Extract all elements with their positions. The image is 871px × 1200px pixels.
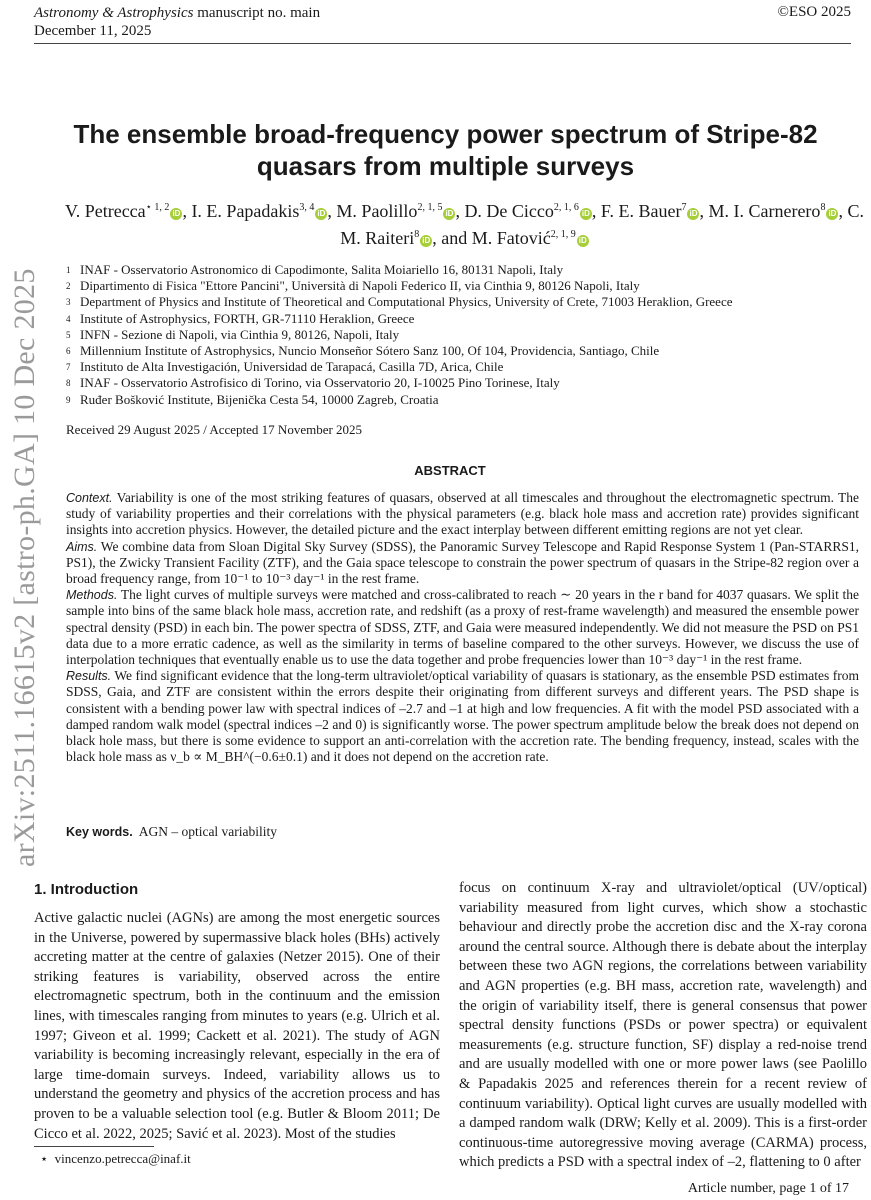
body-column-left: Active galactic nuclei (AGNs) are among the most energetic sources in the Universe, powered by supermassive black holes (BHs) actively accreting matter at the centre of galaxies (Netzer 2015). One of their striking features is variability, observed across the entire electromagnetic spectrum, both in the continuum and the emission lines, with timescales ranging from minutes to years (e.g. Ulrich et al. 1997; Giveon et al. 1999; Cackett et al. 2021). The study of AGN variability is becoming increasingly relevant, especially in the era of large time-domain surveys. Indeed, variability allows us to understand the geometry and physics of the accretion process and has proven to be a valuable selection tool (e.g. Butler & Bloom 2011; De Cicco et al. 2022, 2025; Savić et al. 2023). Most of the studies — [34, 910, 440, 1142]
author: M. I. Carnerero$^8$iD — [708, 201, 837, 221]
manuscript-no: manuscript no. main — [197, 5, 321, 21]
footnote-rule — [34, 1146, 154, 1147]
affiliation: 7 Instituto de Alta Investigación, Universidad de Tarapacá, Casilla 7D, Arica, Chile — [66, 359, 504, 375]
affiliation: 6 Millennium Institute of Astrophysics, Nuncio Monseñor Sótero Sanz 100, Of 104, Providencia, Santiago, Chile — [66, 343, 660, 359]
author: D. De Cicco$^{2, 1, 6}$iD — [464, 201, 590, 221]
orcid-icon[interactable]: iD — [689, 209, 698, 218]
orcid-icon[interactable]: iD — [445, 209, 454, 218]
author: C. M. Raiteri$^8$iD — [340, 201, 864, 248]
abstract-aims: Aims. We combine data from Sloan Digital Sky Survey (SDSS), the Panoramic Survey Telescope and Rapid Response System 1 (Pan-STARRS1, PS1), the Zwicky Transient Facility (ZTF), and the Gaia space telescope to constrain the power spectrum of quasars in the Stripe-82 region over a broad frequency range, from 10⁻¹ to 10⁻³ day⁻¹ in the rest frame. — [66, 538, 859, 587]
affiliation: 9 Ruđer Bošković Institute, Bijenička Cesta 54, 10000 Zagreb, Croatia — [66, 391, 439, 407]
paper-title: The ensemble broad-frequency power spectrum of Stripe-82 quasars from multiple surveys — [73, 119, 818, 181]
affiliation: 8 INAF - Osservatorio Astrofisico di Torino, via Osservatorio 20, I-10025 Pino Torinese, Italy — [66, 375, 560, 391]
keywords: Key words. AGN – optical variability — [66, 824, 278, 839]
received-dates: Received 29 August 2025 / Accepted 17 November 2025 — [66, 422, 363, 437]
affiliation: 5 INFN - Sezione di Napoli, via Cinthia 9, 80126, Napoli, Italy — [66, 326, 400, 342]
affiliation: 3 Department of Physics and Institute of Theoretical and Computational Physics, University of Crete, 71003 Heraklion, Greece — [66, 294, 733, 310]
section-title: 1. Introduction — [34, 881, 139, 898]
author: I. E. Papadakis$^{3, 4}$iD — [191, 201, 326, 221]
author: V. Petrecca$^{⋆ 1, 2}$iD — [65, 201, 181, 221]
running-header — [34, 4, 320, 40]
header-rule — [34, 43, 851, 44]
orcid-icon[interactable]: iD — [581, 209, 590, 218]
abstract-methods: Methods. The light curves of multiple surveys were matched and cross-calibrated to reach ∼ 20 years in the r band for 4037 quasars. We split the sample into bins of the same black hole mass, accretion rate, and redshift (as a proxy of rest-frame wavelength) and measured the ensemble power spectral density (PSD) in each bin. The power spectra of SDSS, ZTF, and Gaia were measured independently. We did not measure the PSD on PS1 data due to a more erratic cadence, as well as the similarity in terms of baseline compared to the other surveys. However, we discuss the use of interpolation techniques that eventually enable us to use the data together and probe frequencies lower than 10⁻³ day⁻¹ in the rest frame. — [66, 587, 859, 668]
abstract-heading: ABSTRACT — [414, 463, 486, 478]
body-column-right: focus on continuum X-ray and ultraviolet/optical (UV/optical) variability measured from light curves, which show a stochastic behaviour and directly probe the accretion disc and the X-ray corona around the central source. Although there is debate about the interplay between these two AGN regions, the correlations between variability and AGN properties (e.g. BH mass, accretion rate, wavelength) and the origin of variability itself, there is general consensus that power spectral density functions (PSDs or power spectra) or equivalent measurements (e.g. structure function, SF) display a red-noise trend and are usually modelled with one or more power laws (see Paolillo & Papadakis 2025 and references therein for a recent review of continuum variability). Optical light curves are usually modelled with a damped random walk (DRW; Kelly et al. 2009). This is a first-order continuous-time autoregressive moving average (CARMA) process, which predicts a PSD with a spectral index of –2, flattening to 0 after — [459, 880, 867, 1171]
journal-name: Astronomy & Astrophysics — [34, 5, 194, 21]
affiliation: 4 Institute of Astrophysics, FORTH, GR-71110 Heraklion, Greece — [66, 310, 415, 326]
orcid-icon[interactable]: iD — [422, 236, 431, 245]
author: F. E. Bauer$^7$iD — [600, 201, 698, 221]
affiliation: 2 Dipartimento di Fisica "Ettore Pancini", Università di Napoli Federico II, via Cinthia 9, 80126 Napoli, Italy — [66, 278, 640, 294]
author: M. Paolillo$^{2, 1, 5}$iD — [336, 201, 454, 221]
copyright: ©ESO 2025 — [777, 4, 851, 20]
email-link[interactable]: vincenzo.petrecca@inaf.it — [54, 1151, 191, 1166]
arxiv-sidebar-id[interactable]: arXiv:2511.16615v2 [astro-ph.GA] 10 Dec 2025 — [8, 268, 41, 867]
abstract — [66, 490, 859, 765]
author: M. Fatović$^{2, 1, 9}$iD — [471, 228, 587, 248]
abstract-results: Results. We find significant evidence that the long-term ultraviolet/optical variability of quasars is stationary, as the ensemble PSD estimates from SDSS, Gaia, and ZTF are consistent within the errors despite their originating from different surveys and different years. The PSD shape is consistent with a bending power law with spectral indices of –2.7 and –1 at high and low frequencies. A fit with the model PSD associated with a damped random walk model (spectral indices –2 and 0) is significantly worse. The power spectrum amplitude below the break does not depend on black hole mass, but there is some evidence to support an anti-correlation with the accretion rate. The bending frequency, instead, scales with the black hole mass as ν_b ∝ M_BH^(−0.6±0.1) and it does not depend on the accretion rate. — [66, 668, 859, 765]
footnote: ⋆ vincenzo.petrecca@inaf.it — [40, 1151, 191, 1166]
orcid-icon[interactable]: iD — [172, 209, 181, 218]
affiliation: 1 INAF - Osservatorio Astronomico di Capodimonte, Salita Moiariello 16, 80131 Napoli, Italy — [66, 262, 564, 277]
author-list: V. Petrecca$^{⋆ 1, 2}$iD , I. E. Papadakis$^{3, 4}$iD , M. Paolillo$^{2, 1, 5}$iD , D. De Cicco$^{2, 1, 6}$iD , F. E. Bauer$^7$iD , M. I. Carnerero$^8$iD , C. M. Raiteri$^8$iD , and M. Fatović$^{2, 1, 9}$iD — [65, 201, 864, 248]
orcid-icon[interactable]: iD — [317, 209, 326, 218]
abstract-context: Context. Variability is one of the most striking features of quasars, observed at all timescales and throughout the electromagnetic spectrum. The study of variability properties and their correlations with the physical parameters (e.g. black hole mass and accretion rate) provides significant insights into accretion physics. However, the detailed picture and the exact interplay between different emitting regions are not yet clear. — [66, 490, 859, 538]
orcid-icon[interactable]: iD — [578, 236, 587, 245]
orcid-icon[interactable]: iD — [828, 209, 837, 218]
page-number: Article number, page 1 of 17 — [687, 1181, 849, 1196]
header-date: December 11, 2025 — [34, 23, 152, 39]
affiliations — [66, 262, 856, 408]
